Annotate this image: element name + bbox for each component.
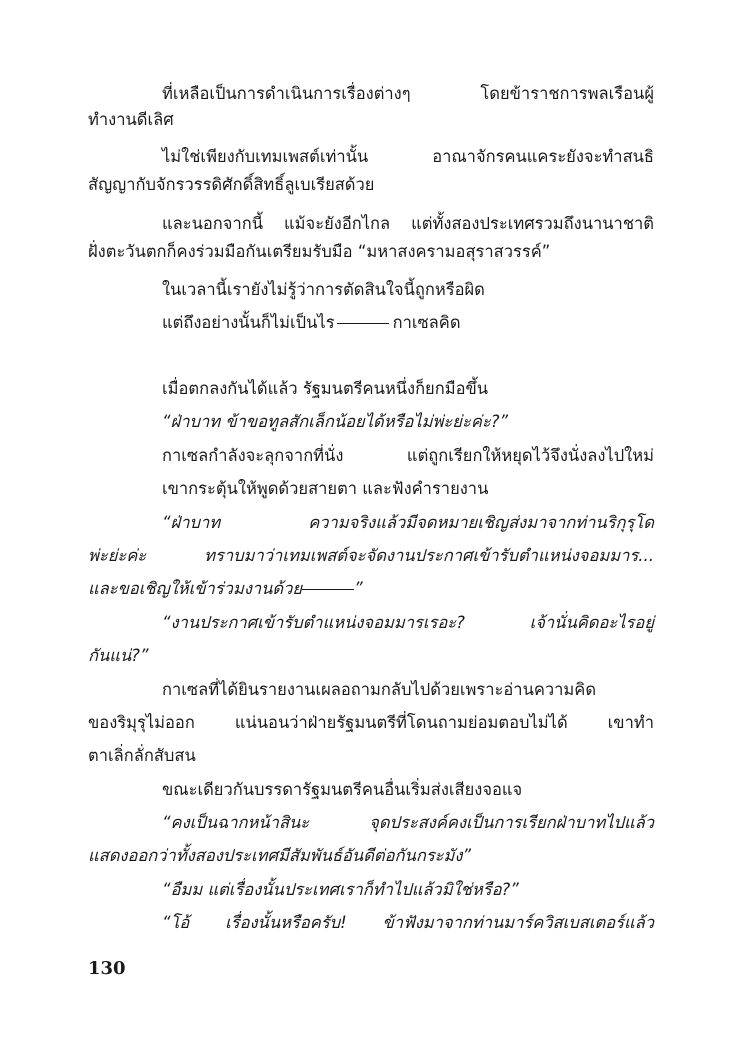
dialogue-line: “ฝ่าบาท ความจริงแล้วมีจดหมายเชิญส่งมาจากท่านริกุรุโด [162, 513, 654, 532]
dialogue-line: “โอ้ เรื่องนั้นหรือครับ! ข้าฟังมาจากท่านมาร์ควิสเบสเตอร์แล้ว [162, 913, 654, 932]
em-dash-rule [302, 589, 354, 590]
text-line: กาเซลกำลังจะลุกจากที่นั่ง แต่ถูกเรียกให้หยุดไว้จึงนั่งลงไปใหม่ [162, 446, 654, 465]
text-line: กาเซลที่ได้ยินรายงานเผลอถามกลับไปด้วยเพราะอ่านความคิด [162, 680, 597, 699]
text-line: แต่ถึงอย่างนั้นก็ไม่เป็นไร กาเซลคิด [162, 313, 461, 332]
text-line: ตาเลิ่กลั่กสับสน [88, 746, 196, 765]
dialogue-line: “งานประกาศเข้ารับตำแหน่งจอมมารเรอะ? เจ้านั่นคิดอะไรอยู่ [162, 613, 654, 632]
dialogue-line: “ฝ่าบาท ข้าขอทูลสักเล็กน้อยได้หรือไม่พ่ะย่ะค่ะ?” [162, 412, 509, 431]
text-line: ไม่ใช่เพียงกับเทมเพสต์เท่านั้น อาณาจักรคนแคระยังจะทำสนธิ [162, 147, 654, 166]
text-line: ในเวลานี้เรายังไม่รู้ว่าการตัดสินใจนี้ถูกหรือผิด [162, 280, 485, 299]
text-line: ที่เหลือเป็นการดำเนินการเรื่องต่างๆ โดยข้าราชการพลเรือนผู้ [162, 84, 654, 103]
em-dash-rule [337, 323, 389, 324]
dialogue-line: และขอเชิญให้เข้าร่วมงานด้วย ” [88, 579, 363, 598]
text-line: เขากระตุ้นให้พูดด้วยสายตา และฟังคำรายงาน [162, 479, 489, 498]
page-number: 130 [88, 958, 126, 979]
dialogue-line: แสดงออกว่าทั้งสองประเทศมีสัมพันธ์อันดีต่อกันกระมัง” [88, 846, 472, 865]
text-line: ฝั่งตะวันตกก็คงร่วมมือกันเตรียมรับมือ “มหาสงครามอสุราสวรรค์” [88, 242, 551, 261]
dialogue-line: พ่ะย่ะค่ะ ทราบมาว่าเทมเพสต์จะจัดงานประกาศเข้ารับตำแหน่งจอมมาร... [88, 546, 654, 565]
dialogue-line: กันแน่?” [88, 646, 149, 665]
text-line: และนอกจากนี้ แม้จะยังอีกไกล แต่ทั้งสองประเทศรวมถึงนานาชาติ [162, 214, 654, 233]
text-line: ขณะเดียวกันบรรดารัฐมนตรีคนอื่นเริ่มส่งเสียงจอแจ [162, 780, 523, 799]
text-line: ของริมุรุไม่ออก แน่นอนว่าฝ่ายรัฐมนตรีที่โดนถามย่อมตอบไม่ได้ เขาทำ [88, 713, 654, 732]
text-line: สัญญากับจักรวรรดิศักดิ์สิทธิ์ลูเบเรียสด้วย [88, 175, 375, 194]
text-line: ทำงานดีเลิศ [88, 110, 174, 129]
dialogue-line: “คงเป็นฉากหน้าสินะ จุดประสงค์คงเป็นการเรียกฝ่าบาทไปแล้ว [162, 813, 654, 832]
text-line: เมื่อตกลงกันได้แล้ว รัฐมนตรีคนหนึ่งก็ยกมือขึ้น [162, 379, 489, 398]
dialogue-line: “อืมม แต่เรื่องนั้นประเทศเราก็ทำไปแล้วมิใช่หรือ?” [162, 880, 519, 899]
